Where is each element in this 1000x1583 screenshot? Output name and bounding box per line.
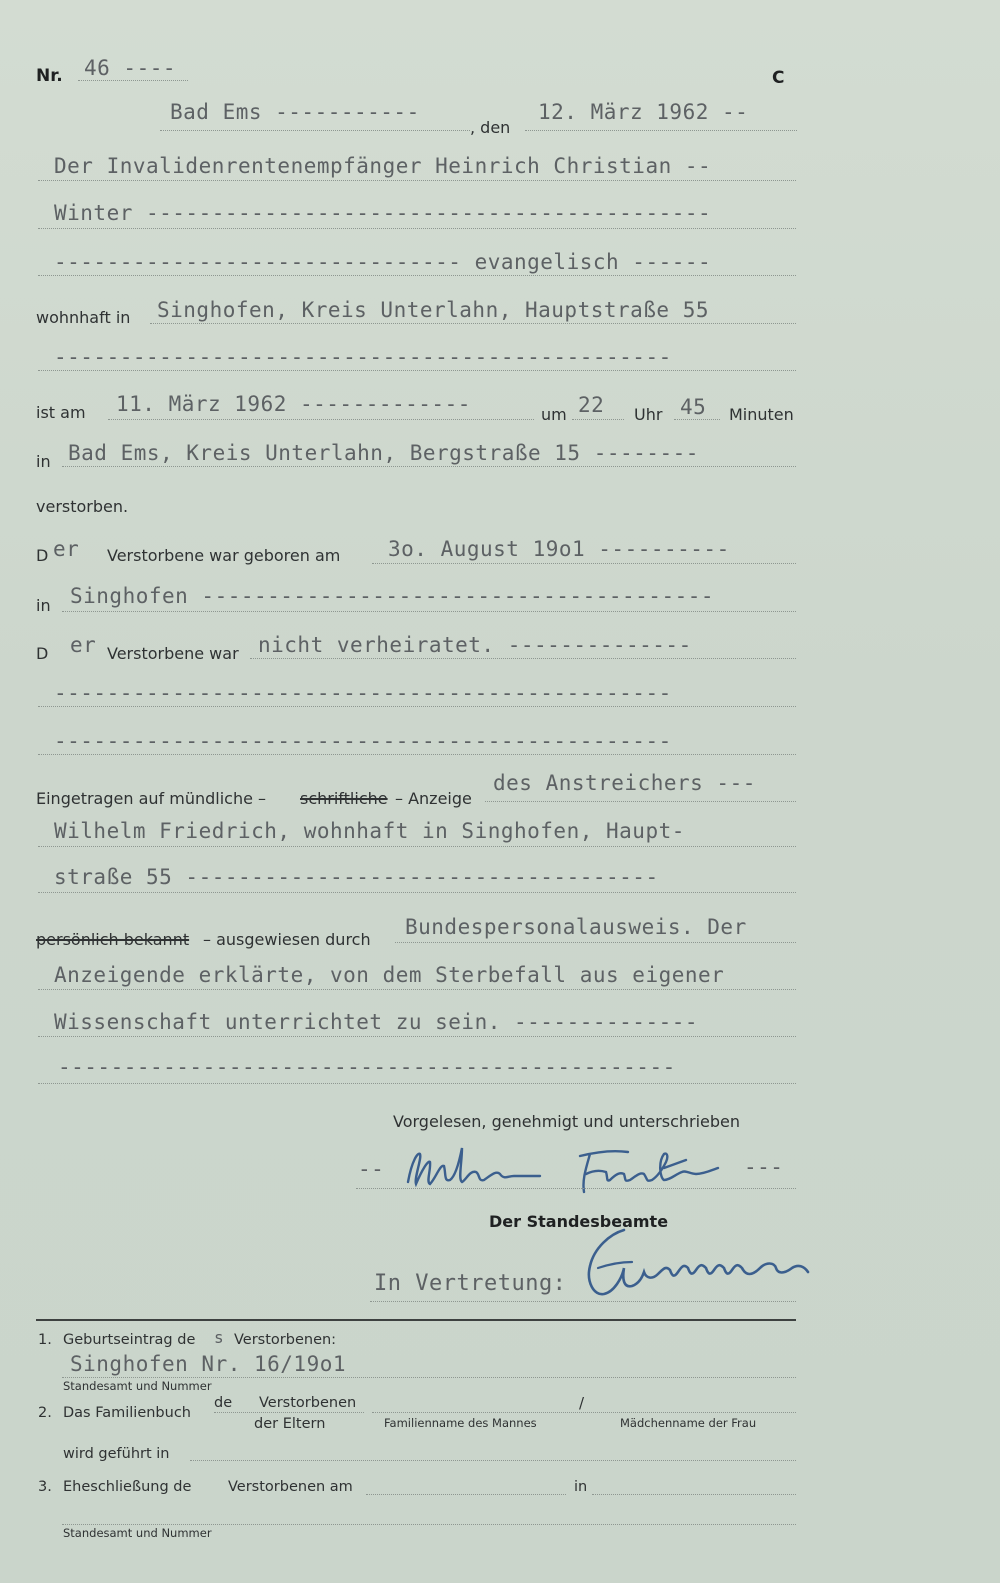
- nr-label: Nr.: [36, 66, 63, 86]
- statement-line-3-dots: [38, 1083, 796, 1084]
- option-eltern: der Eltern: [254, 1416, 326, 1432]
- informant-signature: [400, 1140, 740, 1200]
- birth-entry-verstorbenen: Verstorbenen:: [234, 1332, 337, 1348]
- eingetragen-label: Eingetragen auf mündliche –: [36, 789, 267, 808]
- um-label: um: [541, 405, 567, 424]
- marital-line-2-dots: [38, 706, 796, 707]
- death-in-label: in: [36, 452, 51, 471]
- death-date-dots: [108, 419, 534, 420]
- nr-value: 46 ----: [84, 56, 177, 80]
- informant-line-3: straße 55 ------------------------------------: [54, 865, 659, 889]
- birth-in-label: in: [36, 596, 51, 615]
- informant-line-1-dots: [485, 801, 796, 802]
- birth-date-dots: [372, 563, 796, 564]
- informant-line-2-dots: [38, 846, 796, 847]
- familienbuch-label: Das Familienbuch: [63, 1405, 191, 1421]
- marital-status: nicht verheiratet. --------------: [258, 633, 692, 657]
- name-slash: /: [579, 1394, 585, 1412]
- signature-tail-dashes: ---: [744, 1155, 784, 1179]
- date-line: [525, 130, 797, 131]
- anzeige-label: – Anzeige: [395, 789, 472, 808]
- minuten-label: Minuten: [729, 405, 794, 424]
- birth-date: 3o. August 19o1 ----------: [388, 537, 730, 561]
- id-document: Bundespersonalausweis. Der: [405, 915, 747, 939]
- deceased-line-2-dots: [38, 228, 796, 229]
- registrar-signature-dots: [370, 1301, 796, 1302]
- death-minutes-dots: [674, 419, 720, 420]
- familienname-label: Familienname des Mannes: [384, 1416, 537, 1430]
- familienbuch-name-dots: [372, 1412, 796, 1413]
- ehe-date-dots: [366, 1494, 566, 1495]
- informant-line-1: des Anstreichers ---: [493, 771, 756, 795]
- ehe-place-dots: [592, 1494, 796, 1495]
- informant-line-3-dots: [38, 892, 796, 893]
- registration-place: Bad Ems -----------: [170, 100, 420, 124]
- persoenlich-struck-label: persönlich bekannt: [36, 930, 190, 949]
- signature-lead-dashes: --: [358, 1157, 385, 1181]
- verstorben-label: verstorben.: [36, 497, 129, 516]
- statement-line-2: Wissenschaft unterrichtet zu sein. --------------: [54, 1010, 699, 1034]
- marital-line-3: -----------------------------------------------: [54, 729, 672, 753]
- marital-d-label: D: [36, 644, 49, 663]
- familienbuch-de-label: de: [214, 1395, 233, 1411]
- death-hour: 22: [578, 393, 605, 417]
- religion-line-dots: [38, 275, 796, 276]
- standesamt-label-1: Standesamt und Nummer: [63, 1379, 212, 1393]
- separator-rule: [36, 1319, 796, 1321]
- deceased-line-2: Winter -------------------------------------------: [54, 201, 712, 225]
- death-hour-dots: [572, 419, 624, 420]
- ehe-verstorbenen-label: Verstorbenen am: [228, 1479, 353, 1495]
- death-place-dots: [62, 466, 796, 467]
- death-date: 11. März 1962 -------------: [116, 392, 471, 416]
- registrar-label: Der Standesbeamte: [489, 1212, 669, 1231]
- informant-line-2: Wilhelm Friedrich, wohnhaft in Singhofen, Haupt-: [54, 819, 685, 843]
- marital-label: Verstorbene war: [107, 644, 239, 663]
- birth-place: Singhofen ---------------------------------------: [70, 584, 715, 608]
- marital-status-dots: [250, 658, 796, 659]
- birth-entry-typed-s: s: [214, 1328, 225, 1347]
- nr-line: [78, 80, 188, 81]
- deceased-line-1-dots: [38, 180, 796, 181]
- marital-line-3-dots: [38, 754, 796, 755]
- footnote-3-number: 3.: [38, 1479, 52, 1495]
- schriftliche-struck-label: schriftliche: [300, 789, 388, 808]
- marital-line-2: -----------------------------------------------: [54, 681, 672, 705]
- footnote-2-number: 2.: [38, 1405, 52, 1421]
- deceased-line-1: Der Invalidenrentenempfänger Heinrich Christian --: [54, 154, 712, 178]
- option-verstorbenen: Verstorbenen: [259, 1395, 357, 1411]
- place-line: [160, 130, 470, 131]
- ausgewiesen-label: – ausgewiesen durch: [203, 930, 371, 949]
- death-minutes: 45: [680, 395, 707, 419]
- residence-address: Singhofen, Kreis Unterlahn, Hauptstraße 55: [157, 298, 710, 322]
- ist-am-label: ist am: [36, 403, 86, 422]
- gefuehrt-label: wird geführt in: [63, 1446, 170, 1462]
- statement-line-1: Anzeigende erklärte, von dem Sterbefall aus eigener: [54, 963, 725, 987]
- ehe-in-label: in: [574, 1479, 588, 1495]
- religion-line: ------------------------------- evangelisch ------: [54, 250, 712, 274]
- statement-line-1-dots: [38, 989, 796, 990]
- residence-line-2-dots: [38, 370, 796, 371]
- uhr-label: Uhr: [634, 405, 663, 424]
- born-label: Verstorbene war geboren am: [107, 546, 341, 565]
- ehe-label: Eheschließung de: [63, 1479, 192, 1495]
- den-label: , den: [470, 118, 511, 137]
- statement-line-2-dots: [38, 1036, 796, 1037]
- id-document-dots: [395, 942, 796, 943]
- familienbuch-option-dots: [214, 1412, 364, 1413]
- form-letter: C: [772, 68, 785, 88]
- birth-er-typed: er: [53, 537, 80, 561]
- standesamt-label-2: Standesamt und Nummer: [63, 1526, 212, 1540]
- informant-signature-dots: [356, 1188, 796, 1189]
- birth-entry-dots: [62, 1377, 796, 1378]
- ehe-standesamt-dots: [62, 1524, 796, 1525]
- deputy-label: In Vertretung:: [374, 1271, 567, 1296]
- read-approved-label: Vorgelesen, genehmigt und unterschrieben: [393, 1112, 741, 1131]
- maedchenname-label: Mädchenname der Frau: [620, 1416, 757, 1430]
- gefuehrt-dots: [190, 1460, 796, 1461]
- registration-date: 12. März 1962 --: [538, 100, 749, 124]
- marital-er-typed: er: [70, 633, 97, 657]
- residence-label: wohnhaft in: [36, 308, 131, 327]
- residence-line-2: -----------------------------------------------: [54, 345, 672, 369]
- registrar-signature: [580, 1222, 820, 1308]
- birth-d-label: D: [36, 546, 49, 565]
- residence-line-1-dots: [150, 323, 796, 324]
- statement-line-3: -----------------------------------------------: [58, 1055, 676, 1079]
- death-place: Bad Ems, Kreis Unterlahn, Bergstraße 15 --------: [68, 441, 699, 465]
- birth-entry-label: Geburtseintrag de: [63, 1332, 196, 1348]
- footnote-1-number: 1.: [38, 1332, 52, 1348]
- birth-place-dots: [62, 611, 796, 612]
- birth-entry-value: Singhofen Nr. 16/19o1: [70, 1352, 347, 1376]
